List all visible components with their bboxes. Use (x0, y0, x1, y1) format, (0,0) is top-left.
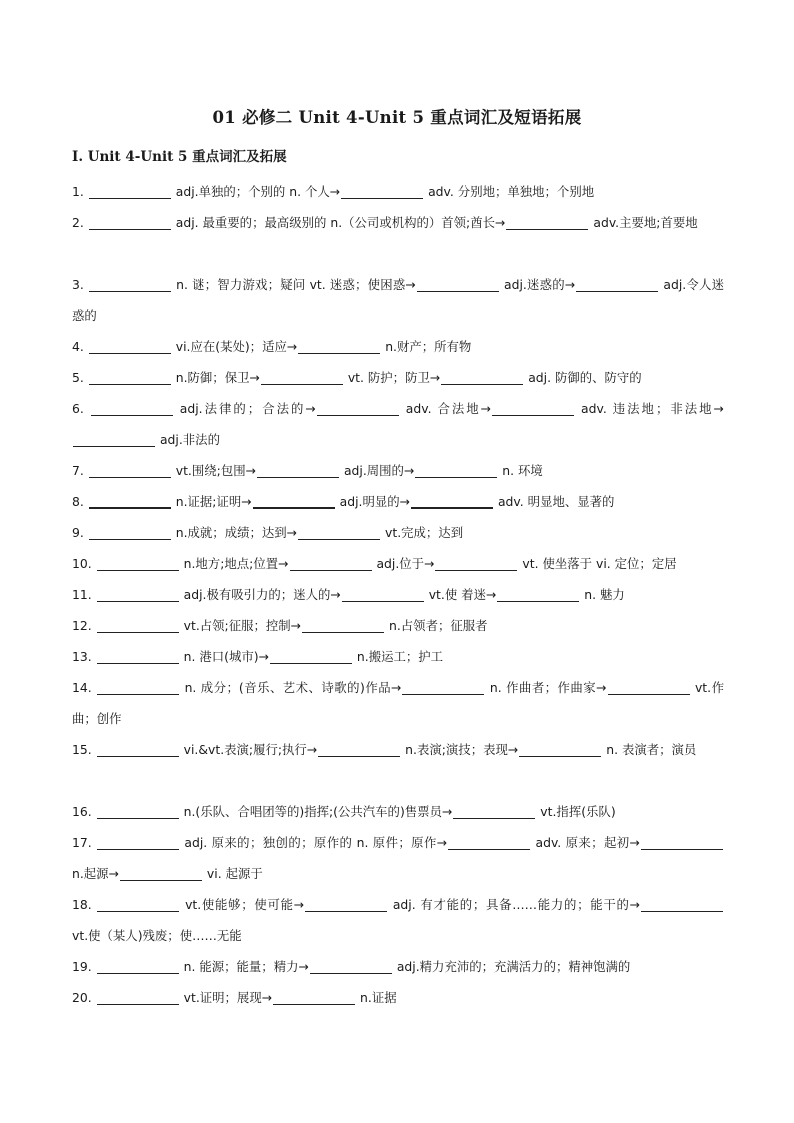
vocab-item-9: 9. n.成就；成绩；达到→ vt.完成；达到 (72, 525, 464, 540)
vocab-item-13: 13. n. 港口(城市)→ n.搬运工；护工 (72, 649, 444, 664)
answer-blank[interactable] (317, 402, 399, 416)
document-title: 01 必修二 Unit 4-Unit 5 重点词汇及短语拓展 (212, 108, 582, 127)
answer-blank[interactable] (253, 494, 335, 509)
answer-blank[interactable] (435, 557, 517, 571)
vocab-item-19: 19. n. 能源；能量；精力→ adj.精力充沛的；充满活力的；精神饱满的 (72, 959, 631, 974)
vocab-item-14: 14. n. 成分；(音乐、艺术、诗歌的)作品→ n. 作曲者；作曲家→ vt.作曲；创作 (72, 680, 724, 726)
answer-blank[interactable] (89, 464, 171, 478)
answer-blank[interactable] (411, 494, 493, 509)
answer-blank[interactable] (453, 805, 535, 819)
answer-blank[interactable] (305, 898, 387, 912)
vocab-item-5: 5. n.防御；保卫→ vt. 防护；防卫→ adj. 防御的、防守的 (72, 370, 642, 385)
answer-blank[interactable] (89, 371, 171, 385)
answer-blank[interactable] (318, 743, 400, 757)
answer-blank[interactable] (97, 805, 179, 819)
answer-blank[interactable] (290, 557, 372, 571)
answer-blank[interactable] (97, 650, 179, 664)
answer-blank[interactable] (97, 898, 179, 912)
answer-blank[interactable] (492, 402, 574, 416)
vocab-item-17: 17. adj. 原来的；独创的；原作的 n. 原件；原作→ adv. 原来；起初→ n.起源→ vi. 起源于 (72, 827, 724, 889)
answer-blank[interactable] (402, 681, 484, 695)
answer-blank[interactable] (497, 588, 579, 602)
answer-blank[interactable] (273, 991, 355, 1005)
vocab-item-7: 7. vt.围绕;包围→ adj.周围的→ n. 环境 (72, 463, 543, 478)
vocab-item-3: 3. n. 谜；智力游戏；疑问 vt. 迷惑；使困惑→ adj.迷惑的→ adj.令人迷惑的 (72, 277, 724, 323)
answer-blank[interactable] (89, 494, 171, 509)
answer-blank[interactable] (89, 185, 171, 199)
vocab-item-11: 11. adj.极有吸引力的；迷人的→ vt.使 着迷→ n. 魅力 (72, 587, 625, 602)
answer-blank[interactable] (342, 588, 424, 602)
vocab-item-1: 1. adj.单独的；个别的 n. 个人→ adv. 分别地；单独地；个别地 (72, 184, 595, 199)
answer-blank[interactable] (448, 836, 530, 850)
answer-blank[interactable] (97, 588, 179, 602)
answer-blank[interactable] (97, 743, 179, 757)
answer-blank[interactable] (608, 681, 690, 695)
answer-blank[interactable] (89, 340, 171, 354)
answer-blank[interactable] (120, 867, 202, 881)
vocab-item-16: 16. n.(乐队、合唱团等的)指挥;(公共汽车的)售票员→ vt.指挥(乐队) (72, 804, 616, 819)
answer-blank[interactable] (261, 371, 343, 385)
answer-blank[interactable] (441, 371, 523, 385)
vocab-item-10: 10. n.地方;地点;位置→ adj.位于→ vt. 使坐落于 vi. 定位；定居 (72, 556, 677, 571)
answer-blank[interactable] (298, 340, 380, 354)
vocab-item-15: 15. vi.&vt.表演;履行;执行→ n.表演;演技；表现→ n. 表演者；演员 (72, 742, 697, 757)
answer-blank[interactable] (641, 898, 723, 912)
answer-blank[interactable] (97, 681, 179, 695)
answer-blank[interactable] (506, 216, 588, 230)
answer-blank[interactable] (270, 650, 352, 664)
answer-blank[interactable] (298, 526, 380, 540)
answer-blank[interactable] (257, 464, 339, 478)
answer-blank[interactable] (89, 278, 171, 292)
answer-blank[interactable] (97, 960, 179, 974)
answer-blank[interactable] (97, 619, 179, 633)
answer-blank[interactable] (341, 185, 423, 199)
answer-blank[interactable] (576, 278, 658, 292)
answer-blank[interactable] (641, 836, 723, 850)
answer-blank[interactable] (97, 991, 179, 1005)
section-heading: I. Unit 4-Unit 5 重点词汇及拓展 (72, 149, 287, 165)
vocab-item-18: 18. vt.使能够；使可能→ adj. 有才能的；具备……能力的；能干的→ vt.使（某人)残废；使……无能 (72, 889, 724, 951)
vocab-item-2: 2. adj. 最重要的；最高级别的 n.（公司或机构的）首领;酋长→ adv.主要地;首要地 (72, 215, 698, 230)
vocab-item-6: 6. adj.法律的；合法的→ adv. 合法地→ adv. 违法地；非法地→ adj.非法的 (72, 401, 724, 447)
answer-blank[interactable] (89, 216, 171, 230)
answer-blank[interactable] (97, 557, 179, 571)
answer-blank[interactable] (97, 836, 179, 850)
answer-blank[interactable] (417, 278, 499, 292)
vocabulary-list (72, 176, 724, 1013)
answer-blank[interactable] (302, 619, 384, 633)
answer-blank[interactable] (519, 743, 601, 757)
vocab-item-20: 20. vt.证明；展现→ n.证据 (72, 990, 397, 1005)
vocab-item-8: 8. n.证据;证明→ adj.明显的→ adv. 明显地、显著的 (72, 494, 615, 509)
answer-blank[interactable] (310, 960, 392, 974)
vocab-item-4: 4. vi.应在(某处)；适应→ n.财产；所有物 (72, 339, 472, 354)
vocab-item-12: 12. vt.占领;征服；控制→ n.占领者；征服者 (72, 618, 488, 633)
answer-blank[interactable] (73, 433, 155, 447)
answer-blank[interactable] (415, 464, 497, 478)
answer-blank[interactable] (89, 526, 171, 540)
answer-blank[interactable] (91, 402, 173, 416)
